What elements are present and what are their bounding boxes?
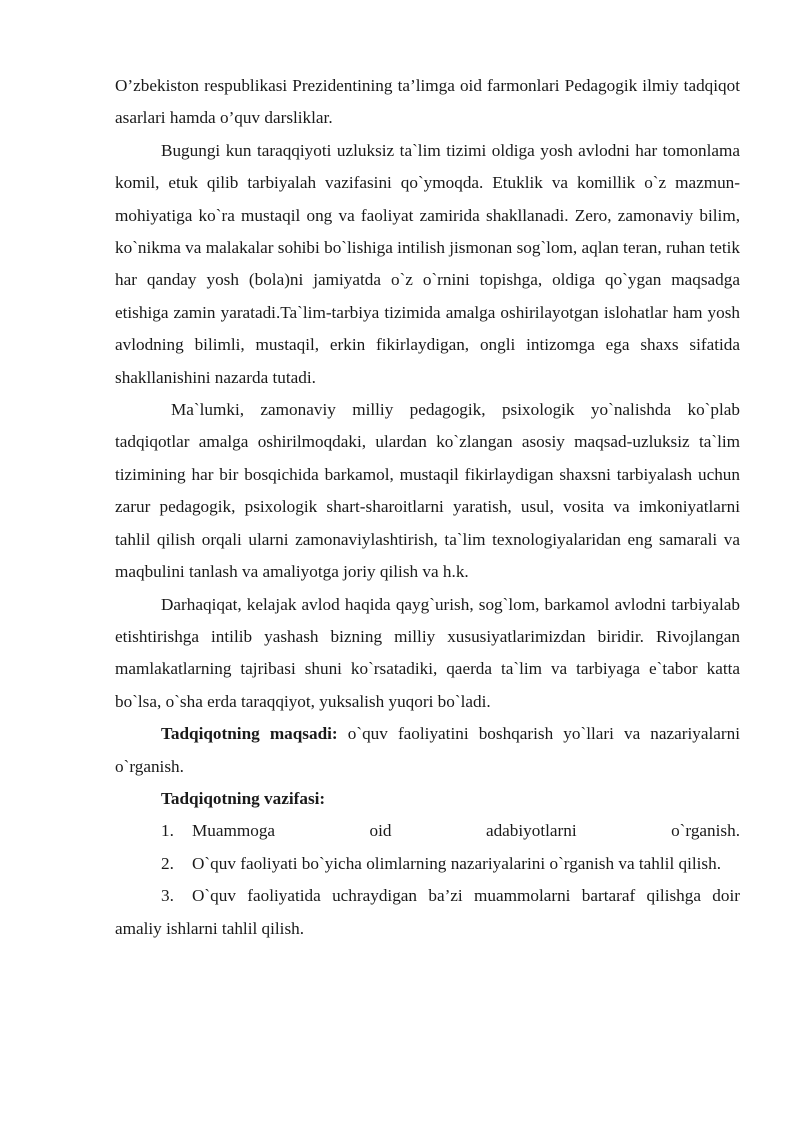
document-page <box>115 70 740 945</box>
research-goal <box>115 718 740 783</box>
task-item <box>115 880 740 945</box>
research-tasks-heading <box>115 783 740 815</box>
task-number: 1. <box>161 821 174 841</box>
research-tasks-heading-label: Tadqiqotning vazifasi: <box>161 788 326 808</box>
task-item <box>115 848 740 880</box>
paragraph-darhaqiqat: Darhaqiqat, kelajak avlod haqida qayg`urish, sog`lom, barkamol avlodni tarbiyalab etishtirishga intilib yashash bizning milliy xususiyatlarimizdan biridir. Rivojlangan mamlakatlarning tajribasi shuni ko`rsatadiki, qaerda ta`lim va tarbiyaga e`tabor katta bo`lsa, o`sha erda taraqqiyot, yuksalish yuqori bo`ladi. <box>115 594 740 711</box>
paragraph-malumki: Ma`lumki, zamonaviy milliy pedagogik, psixologik yo`nalishda ko`plab tadqiqotlar amalga oshirilmoqdaki, ulardan ko`zlangan asosiy maqsad-uzluksiz ta`lim tizimining har bir bosqichida barkamol, mustaqil fikirlaydigan shaxsni tarbiyalash uchun zarur pedagogik, psixologik shart-sharoitlarni yaratish, usul, vosita va imkoniyatlarni tahlil qilish orqali ularni zamonaviylashtirish, ta`lim texnologiyalaridan eng samarali va maqbulini tanlash va amaliyotga joriy qilish va h.k. <box>115 400 740 582</box>
research-goal-label: Tadqiqotning maqsadi: <box>161 724 338 744</box>
task-number: 3. <box>161 886 174 906</box>
paragraph-bugungi: Bugungi kun taraqqiyoti uzluksiz ta`lim tizimi oldiga yosh avlodni har tomonlama komil, etuk qilib tarbiyalah vazifasini qo`ymoqda. Etuklik va komillik o`z mazmun-mohiyatiga ko`ra mustaqil ong va faoliyat zamirida shakllanadi. Zero, zamonaviy bilim, ko`nikma va malakalar sohibi bo`lishiga intilish jismonan sog`lom, aqlan teran, ruhan tetik har qanday yosh (bola)ni jamiyatda o`z o`rnini topishga, oldiga qo`ygan maqsadga etishiga zamin yaratadi.Ta`lim-tarbiya tizimida amalga oshirilayotgan islohatlar ham yosh avlodning bilimli, mustaqil, erkin fikirlaydigan, ongli intizomga ega shaxs sifatida shakllanishini nazarda tutadi. <box>115 140 740 387</box>
task-text: O`quv faoliyatida uchraydigan ba’zi muammolarni bartaraf qilishga doir amaliy ishlarni tahlil qilish. <box>115 886 740 938</box>
task-text: O`quv faoliyati bo`yicha olimlarning nazariyalarini o`rganish va tahlil qilish. <box>192 853 722 873</box>
task-number: 2. <box>161 853 174 873</box>
task-item <box>115 815 740 847</box>
task-text: Muammoga oid adabiyotlarni o`rganish. <box>192 821 740 841</box>
research-goal-text: o`quv faoliyatini boshqarish yo`llari va nazariyalarni o`rganish. <box>115 724 740 776</box>
paragraph-intro: O’zbekiston respublikasi Prezidentining ta’limga oid farmonlari Pedagogik ilmiy tadqiqot asarlari hamda o’quv darsliklar. <box>115 76 740 128</box>
